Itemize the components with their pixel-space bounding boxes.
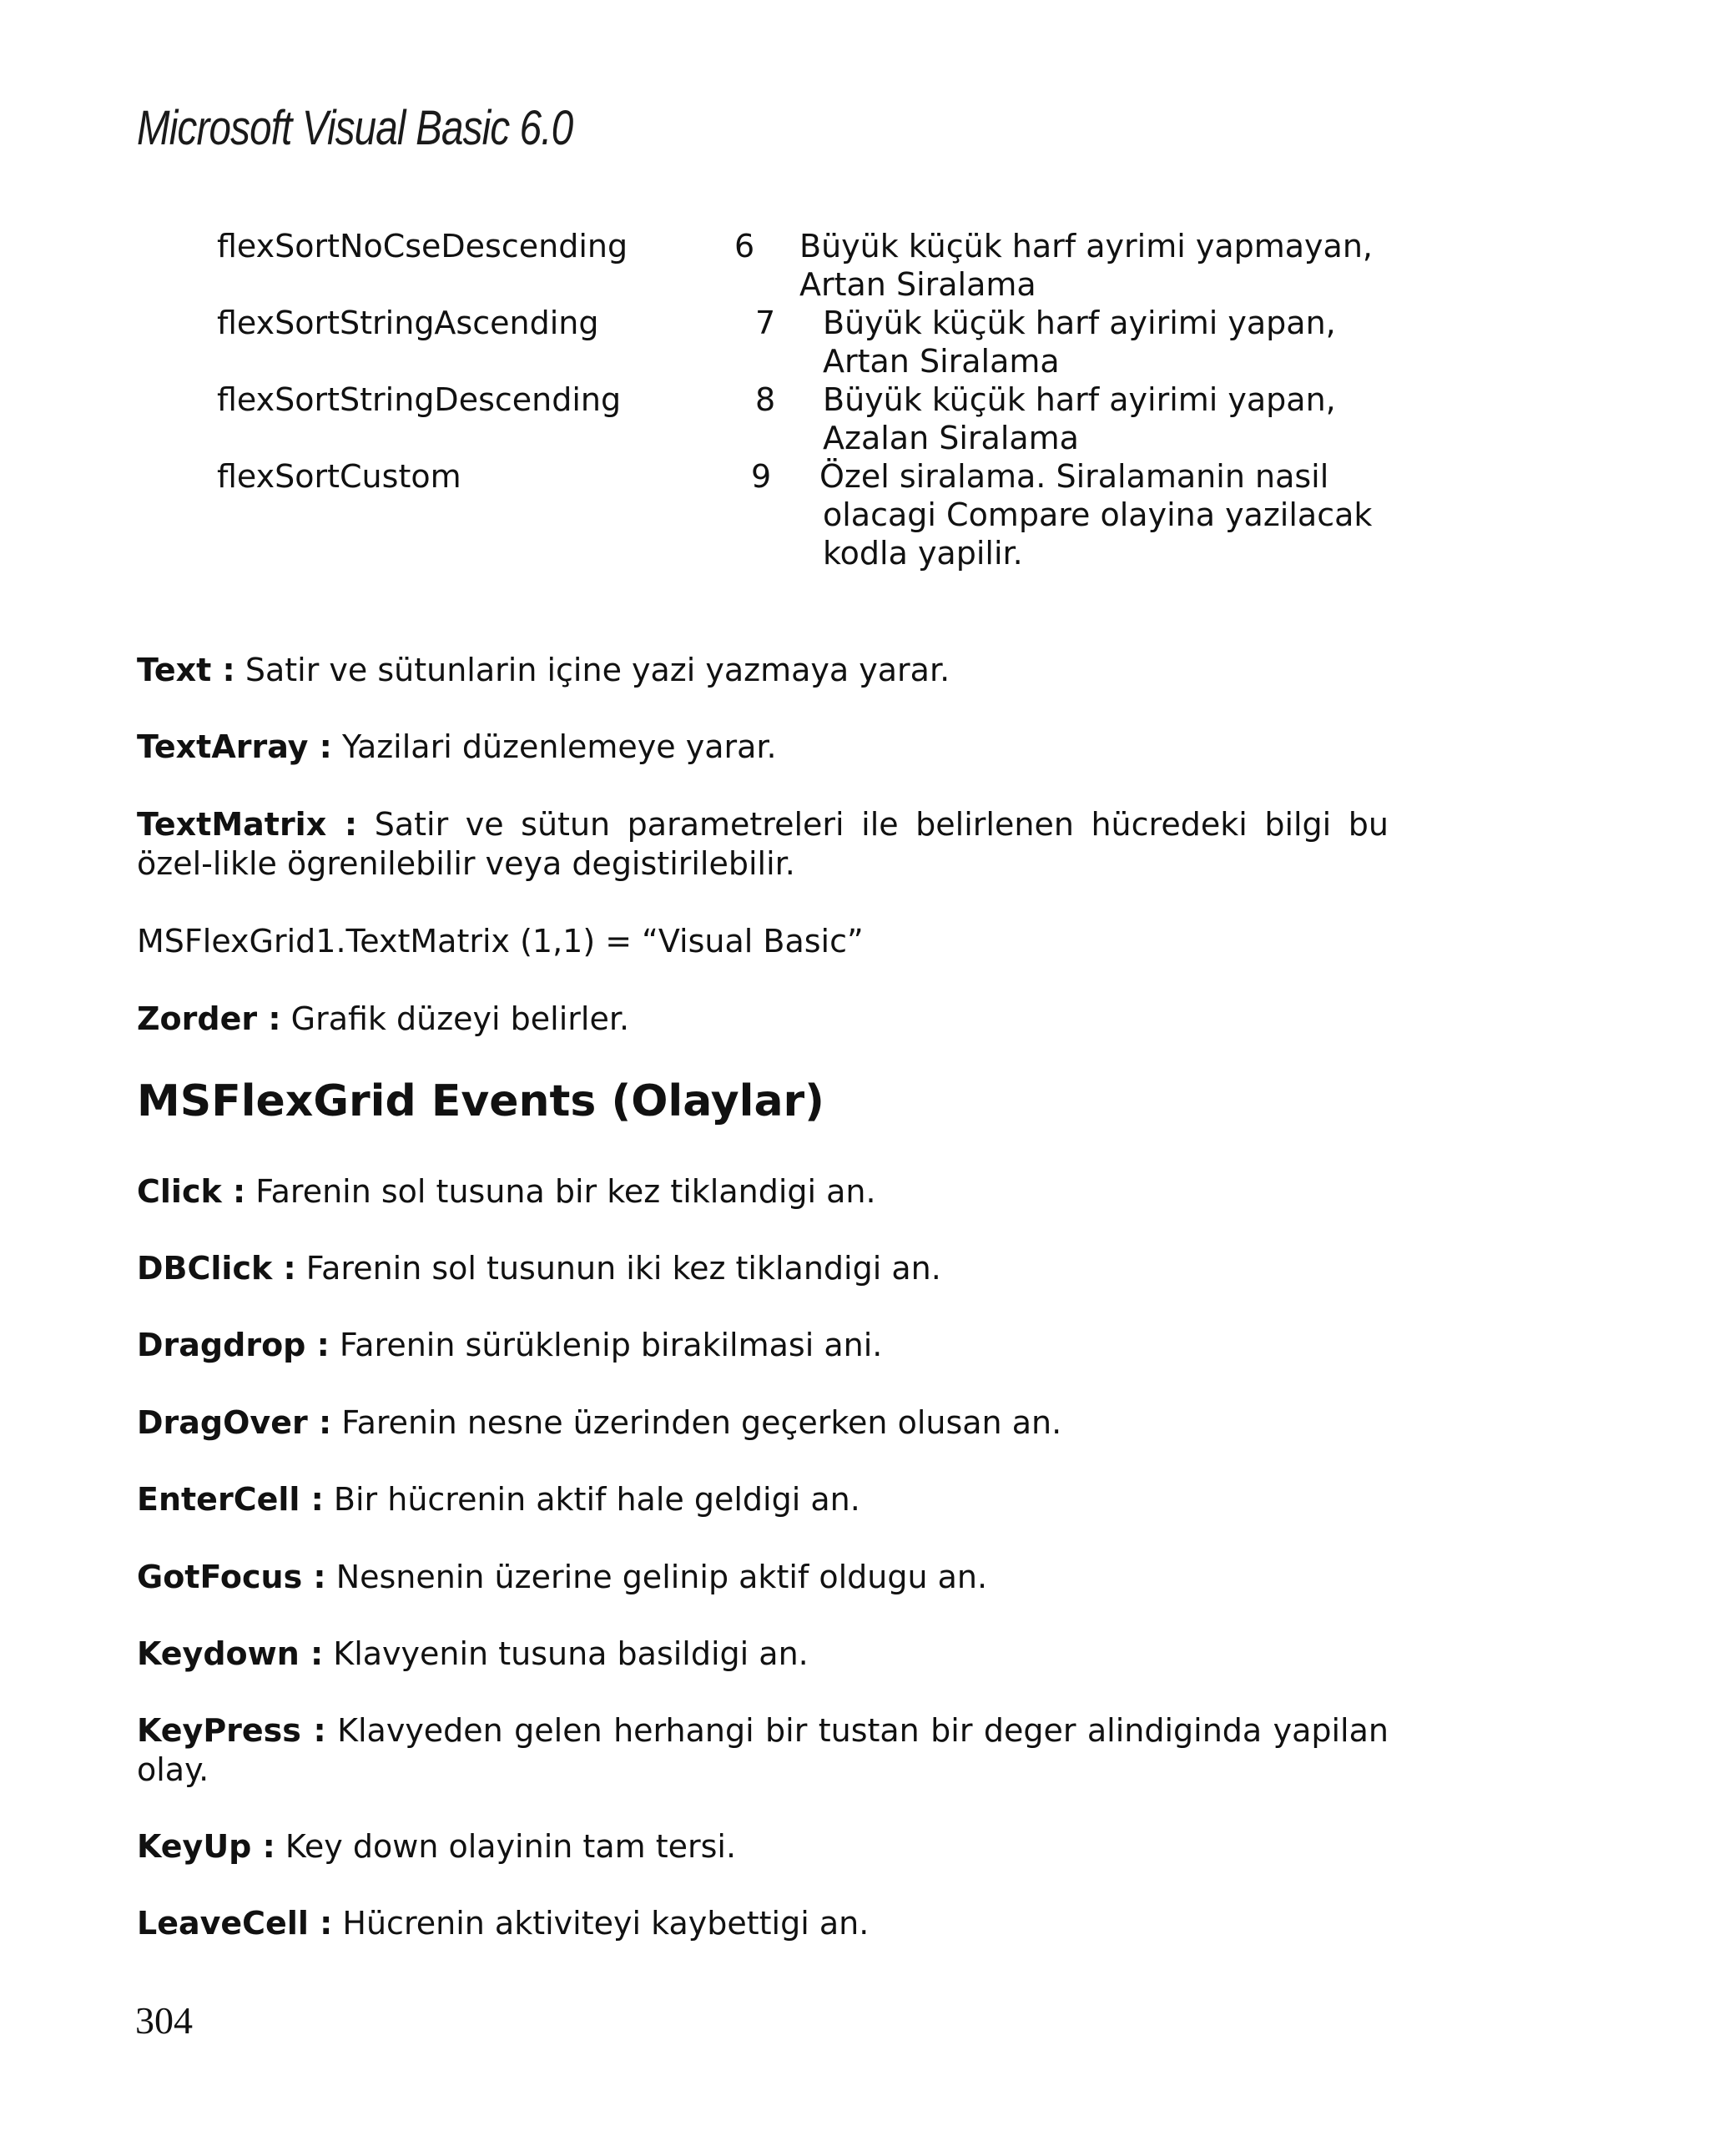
- property-zorder: [137, 1000, 1389, 1039]
- event-item: [137, 1635, 1389, 1674]
- event-item: [137, 1403, 1389, 1443]
- event-term: Dragdrop :: [137, 1327, 330, 1363]
- property-term: TextArray :: [137, 728, 332, 765]
- event-term: GotFocus :: [137, 1559, 326, 1595]
- event-description: Key down olayinin tam tersi.: [275, 1828, 737, 1865]
- event-description: Farenin nesne üzerinden geçerken olusan an.: [331, 1404, 1062, 1441]
- property-description: Grafik düzeyi belirler.: [280, 1000, 630, 1037]
- running-header: Microsoft Visual Basic 6.0: [137, 101, 573, 155]
- property-text: [137, 651, 1389, 690]
- property-term: Zorder :: [137, 1000, 281, 1037]
- event-item: [137, 1326, 1389, 1365]
- constant-value: 6: [734, 228, 755, 264]
- event-description: Klavyeden gelen herhangi bir tustan bir deger alindiginda yapilan olay.: [137, 1712, 1389, 1788]
- event-item: [137, 1711, 1389, 1790]
- event-item: [137, 1827, 1389, 1866]
- constant-value: 7: [755, 305, 776, 341]
- event-item: [137, 1172, 1389, 1211]
- property-term: Text :: [137, 652, 235, 688]
- constant-name: flexSortCustom: [217, 458, 461, 495]
- constant-description: Artan Siralama: [799, 266, 1036, 303]
- event-item: [137, 1558, 1389, 1597]
- constant-description: Azalan Siralama: [823, 420, 1079, 456]
- constant-description: kodla yapilir.: [823, 535, 1023, 572]
- event-description: Farenin sürüklenip birakilmasi ani.: [329, 1327, 883, 1363]
- code-example: MSFlexGrid1.TextMatrix (1,1) = “Visual Basic”: [137, 923, 864, 960]
- event-description: Farenin sol tusunun iki kez tiklandigi an.: [295, 1250, 941, 1287]
- property-description: Satir ve sütunlarin içine yazi yazmaya yarar.: [234, 652, 950, 688]
- constant-description: Büyük küçük harf ayirimi yapan,: [823, 305, 1336, 341]
- event-term: DBClick :: [137, 1250, 296, 1287]
- constant-description: olacagi Compare olayina yazilacak: [823, 496, 1373, 533]
- property-description: Yazilari düzenlemeye yarar.: [331, 728, 777, 765]
- event-description: Farenin sol tusuna bir kez tiklandigi an.: [245, 1173, 876, 1210]
- event-term: KeyUp :: [137, 1828, 275, 1865]
- constant-description: Büyük küçük harf ayirimi yapan,: [823, 381, 1336, 418]
- constant-description: Büyük küçük harf ayrimi yapmayan,: [799, 228, 1373, 264]
- event-term: EnterCell :: [137, 1481, 324, 1518]
- event-description: Nesnenin üzerine gelinip aktif oldugu an.: [325, 1559, 988, 1595]
- event-term: Click :: [137, 1173, 246, 1210]
- property-textarray: [137, 728, 1389, 767]
- event-term: LeaveCell :: [137, 1905, 333, 1942]
- constant-name: flexSortStringDescending: [217, 381, 622, 418]
- event-description: Klavyenin tusuna basildigi an.: [323, 1635, 809, 1672]
- constant-name: flexSortNoCseDescending: [217, 228, 628, 264]
- constant-value: 9: [751, 458, 772, 495]
- event-term: Keydown :: [137, 1635, 324, 1672]
- event-item: [137, 1904, 1389, 1943]
- page-number: 304: [135, 1999, 193, 2042]
- constant-name: flexSortStringAscending: [217, 305, 599, 341]
- constant-description: Özel siralama. Siralamanin nasil: [819, 458, 1329, 495]
- event-description: Hücrenin aktiviteyi kaybettigi an.: [332, 1905, 870, 1942]
- property-term: TextMatrix :: [137, 806, 358, 843]
- constant-value: 8: [755, 381, 776, 418]
- constant-description: Artan Siralama: [823, 343, 1060, 380]
- event-item: [137, 1249, 1389, 1288]
- property-description: Satir ve sütun parametreleri ile belirlenen hücredeki bilgi bu özel-likle ögrenilebilir veya degistirilebilir.: [137, 806, 1389, 882]
- event-item: [137, 1480, 1389, 1519]
- event-term: DragOver :: [137, 1404, 332, 1441]
- property-textmatrix: [137, 805, 1389, 884]
- event-description: Bir hücrenin aktif hale geldigi an.: [323, 1481, 860, 1518]
- section-heading: MSFlexGrid Events (Olaylar): [137, 1076, 824, 1126]
- event-term: KeyPress :: [137, 1712, 326, 1749]
